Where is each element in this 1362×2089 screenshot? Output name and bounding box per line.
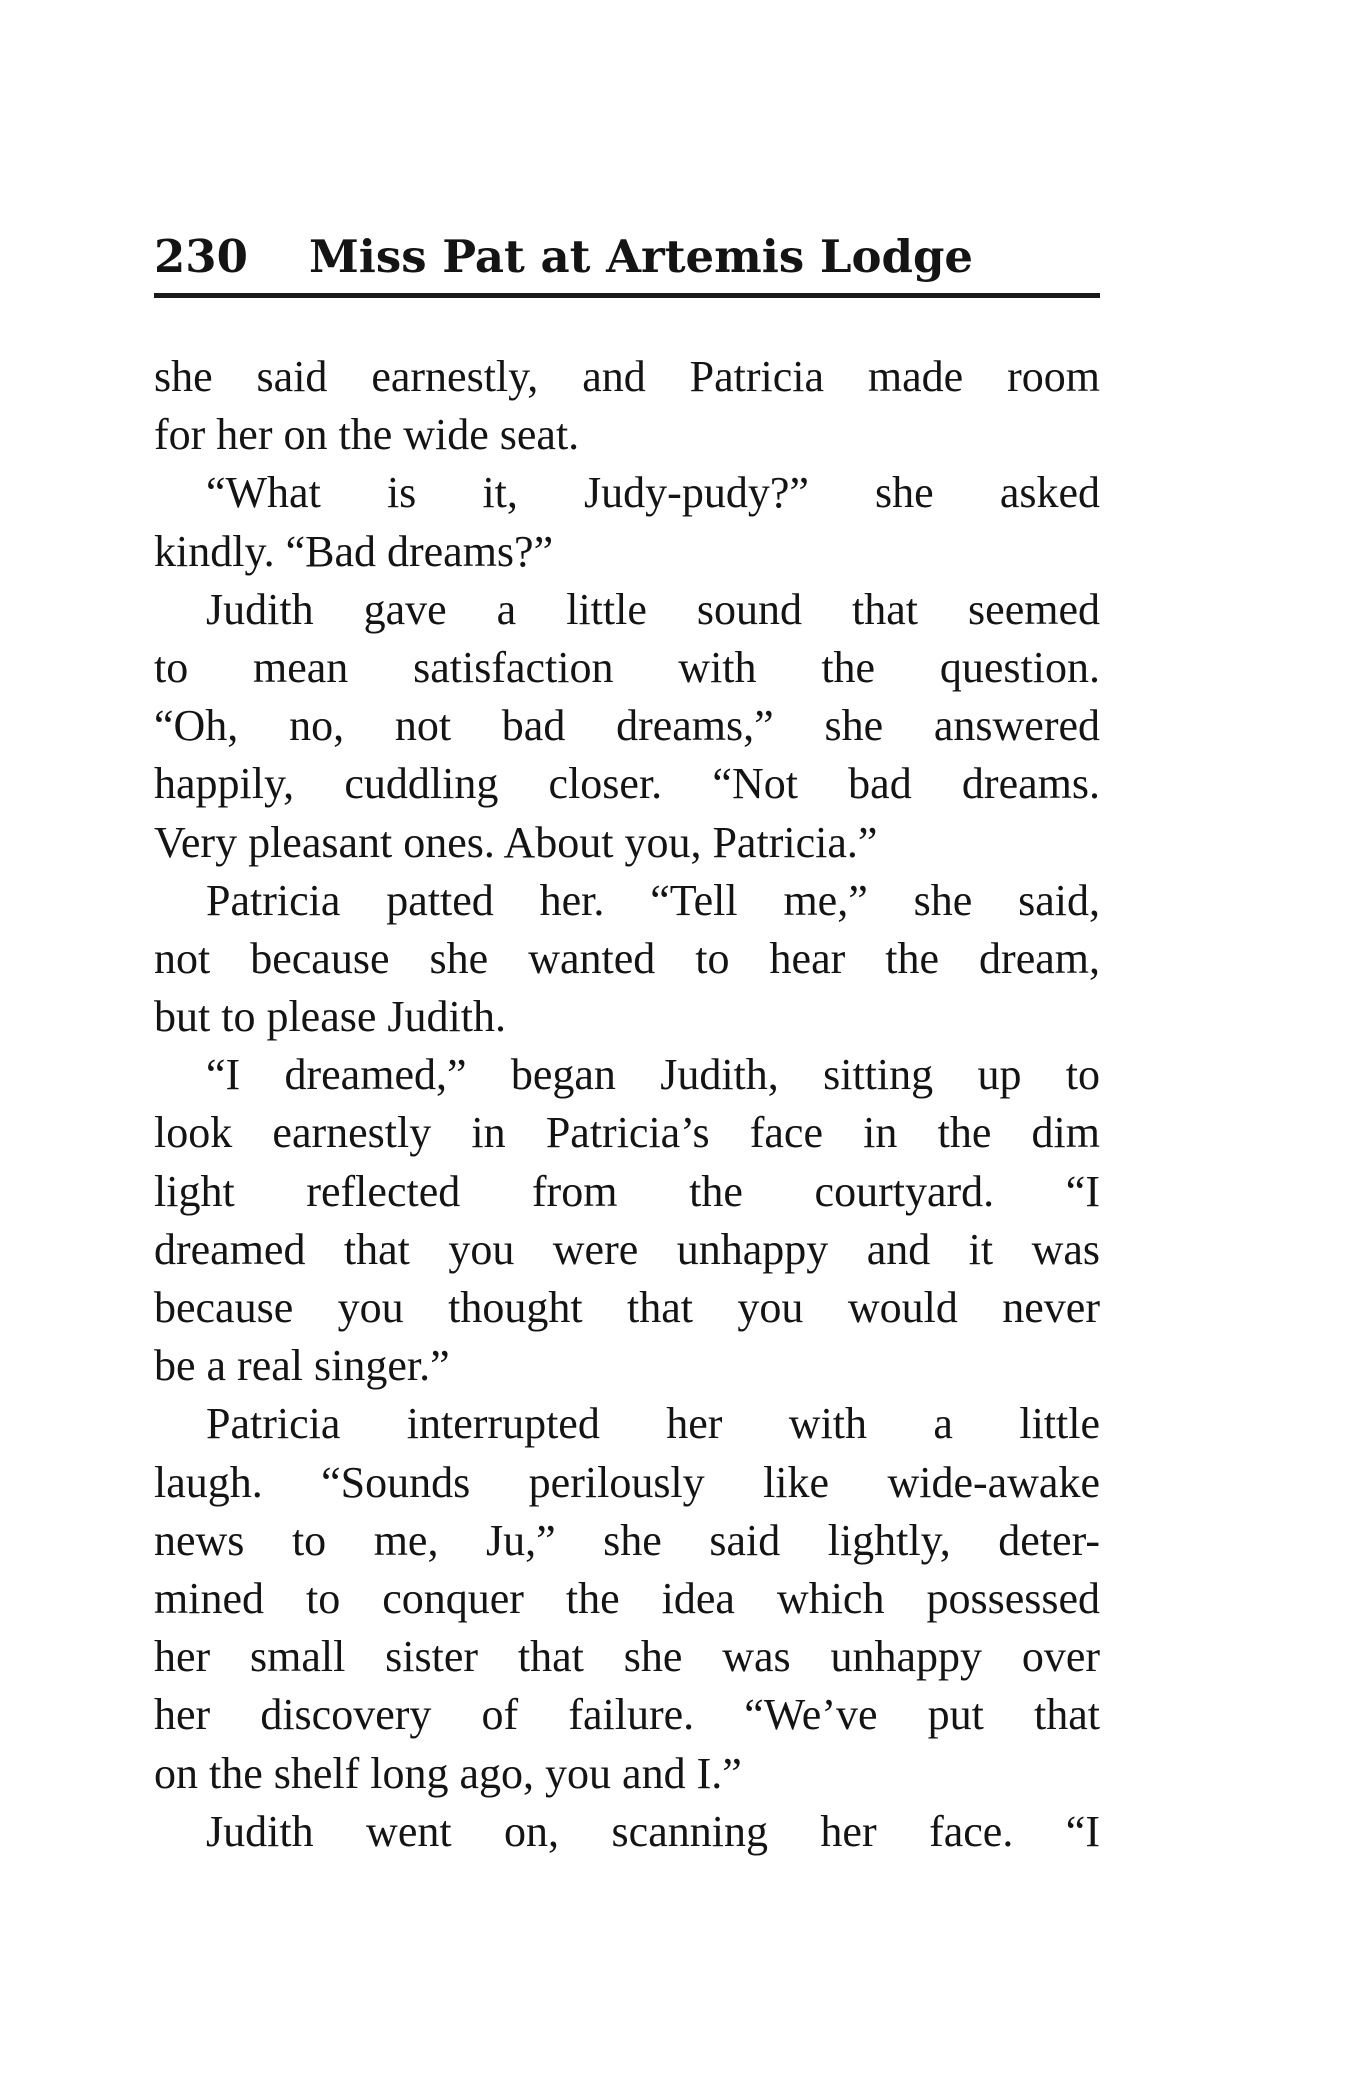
text-line: Judith gave a little sound that seemed	[206, 584, 1100, 634]
text-line: because you thought that you would never	[154, 1283, 1100, 1332]
text-line: Patricia interrupted her with a little	[206, 1399, 1100, 1449]
text-line: to mean satisfaction with the question.	[154, 642, 1100, 692]
text-line: happily, cuddling closer. “Not bad dreams.	[154, 759, 1100, 809]
text-line: dreamed that you were unhappy and it was	[154, 1224, 1100, 1274]
text-line: for her on the wide seat.	[154, 410, 580, 460]
text-line: look earnestly in Patricia’s face in the dim	[154, 1108, 1100, 1158]
text-line: on the shelf long ago, you and I.”	[154, 1748, 742, 1798]
text-line: kindly. “Bad dreams?”	[154, 526, 554, 576]
header-rule	[154, 293, 1100, 298]
text-line: she said earnestly, and Patricia made room	[154, 352, 1100, 401]
text-line: her discovery of failure. “We’ve put that	[154, 1690, 1100, 1740]
text-line: light reflected from the courtyard. “I	[154, 1166, 1100, 1216]
text-line: “I dreamed,” began Judith, sitting up to	[206, 1050, 1100, 1100]
text-line: “Oh, no, not bad dreams,” she answered	[154, 701, 1100, 751]
text-line: mined to conquer the idea which possessed	[154, 1573, 1100, 1623]
text-line: her small sister that she was unhappy over	[154, 1632, 1100, 1682]
text-line: news to me, Ju,” she said lightly, deter-	[154, 1515, 1100, 1565]
text-line: be a real singer.”	[154, 1341, 450, 1391]
running-title: Miss Pat at Artemis Lodge	[309, 230, 974, 283]
text-line: Judith went on, scanning her face. “I	[206, 1806, 1100, 1856]
text-line: not because she wanted to hear the dream,	[154, 933, 1100, 983]
text-line: “What is it, Judy-pudy?” she asked	[206, 468, 1100, 518]
text-line: but to please Judith.	[154, 992, 506, 1042]
running-header	[154, 222, 1100, 292]
page-number: 230	[154, 230, 248, 283]
text-line: Very pleasant ones. About you, Patricia.”	[154, 817, 878, 867]
body-text	[154, 348, 1100, 1861]
text-line: Patricia patted her. “Tell me,” she said,	[206, 875, 1100, 925]
text-line: laugh. “Sounds perilously like wide-awake	[154, 1457, 1100, 1507]
